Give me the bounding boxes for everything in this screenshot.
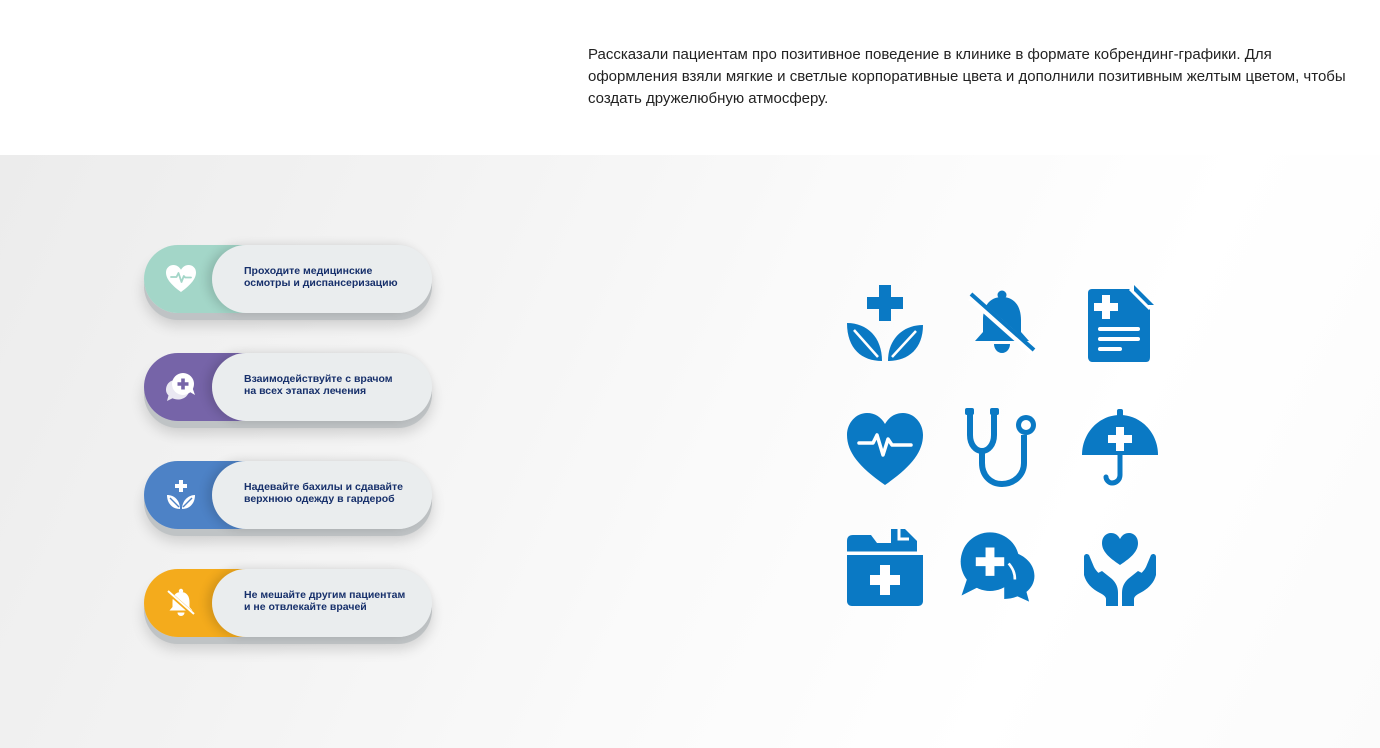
pill-body [212, 461, 432, 529]
medical-document-icon [1080, 283, 1160, 363]
pill-doctor-interaction [144, 353, 432, 421]
pill-shoe-covers [144, 461, 432, 529]
showcase-panel [0, 155, 1380, 748]
chat-cross-icon [958, 527, 1038, 607]
pill-text: Проходите медицинские осмотры и диспансеризацию [244, 265, 398, 289]
pill-body [212, 569, 432, 637]
intro-text: Рассказали пациентам про позитивное поведение в клинике в формате кобрендинг-графики. Для оформления взяли мягкие и светлые корпоративные цвета и дополнили позитивным желтым цветом, чтобы создать дружелюбную атмосферу. [588, 46, 1346, 107]
hands-heart-icon [1080, 527, 1160, 607]
bell-off-icon [962, 283, 1042, 363]
pill-text: Надевайте бахилы и сдавайте верхнюю одежду в гардероб [244, 481, 403, 505]
stethoscope-icon [962, 407, 1042, 487]
pill-quiet [144, 569, 432, 637]
leaf-cross-icon [845, 283, 925, 363]
heart-pulse-icon [845, 407, 925, 487]
pill-body [212, 353, 432, 421]
heart-pulse-icon [164, 262, 198, 296]
pill-text: Не мешайте другим пациентам и не отвлекайте врачей [244, 589, 406, 613]
pill-checkups [144, 245, 432, 313]
bell-off-icon [164, 586, 198, 620]
pill-text: Взаимодействуйте с врачом на всех этапах лечения [244, 373, 393, 397]
medical-folder-icon [845, 527, 925, 607]
umbrella-cross-icon [1080, 407, 1160, 487]
leaf-cross-icon [164, 478, 198, 512]
chat-cross-icon [164, 370, 198, 404]
pill-body [212, 245, 432, 313]
